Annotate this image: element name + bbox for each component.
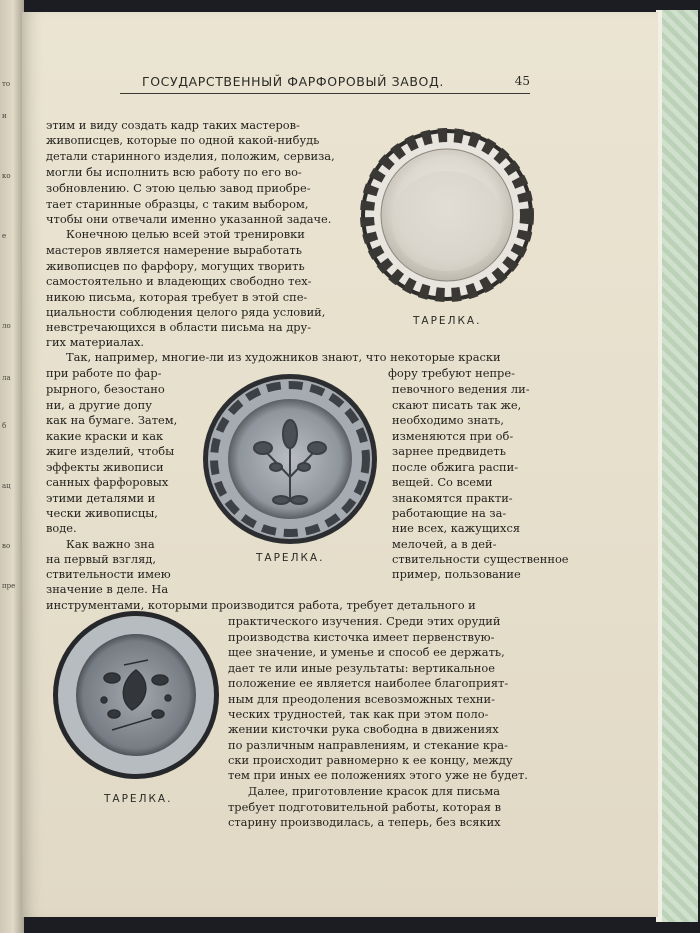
text-line: требует подготовительной работы, которая в xyxy=(228,800,501,814)
text-line: значение в деле. На xyxy=(46,582,169,596)
running-header xyxy=(120,70,530,94)
text-line: старину производилась, а теперь, без всяких xyxy=(228,815,501,829)
text-line: этим и виду создать кадр таких мастеров- xyxy=(46,118,300,132)
text-line: живописцев по фарфору, могущих творить xyxy=(46,259,305,273)
text-line: по различным направлениям, и стекание кра- xyxy=(228,738,508,752)
text-line: ным для преодоления всевозможных техни- xyxy=(228,692,495,706)
text-line: необходимо знать, xyxy=(392,413,504,427)
text-line: после обжига распи- xyxy=(392,460,519,474)
text-line: какие краски и как xyxy=(46,429,164,443)
text-line: фору требуют непре- xyxy=(388,366,515,380)
text-line: мастеров является намерение выработать xyxy=(46,243,302,257)
text-line: никою письма, которая требует в этой спе- xyxy=(46,290,308,304)
text-line: самостоятельно и владеющих свободно тех- xyxy=(46,274,312,288)
text-line: Так, например, многие-ли из художников знают, что некоторые краски xyxy=(66,350,501,364)
text-line: санных фарфоровых xyxy=(46,475,169,489)
text-line: инструментами, которыми производится работа, требует детального и xyxy=(46,598,476,612)
spine-fragment: ко xyxy=(2,172,11,180)
text-line: ческих трудностей, так как при этом поло- xyxy=(228,707,489,721)
text-line: щее значение, и уменье и способ ее держать, xyxy=(228,645,505,659)
text-line: невстречающихся в области письма на дру- xyxy=(46,320,312,334)
text-line: работающие на за- xyxy=(392,506,507,520)
text-line: Конечною целью всей этой тренировки xyxy=(66,227,305,241)
text-line: зобновлению. С этою целью завод приобре- xyxy=(46,181,311,195)
spine-fragment: ац xyxy=(2,482,11,490)
plate-caption-2: ТАРЕЛКА. xyxy=(256,552,325,564)
text-line: Далее, приготовление красок для письма xyxy=(248,784,501,798)
text-line: знакомятся практи- xyxy=(392,491,513,505)
text-line: ние всех, кажущихся xyxy=(392,521,521,535)
text-line: тает старинные образцы, с таким выбором, xyxy=(46,197,309,211)
text-line: пример, пользование xyxy=(392,567,521,581)
text-line: Как важно зна xyxy=(66,537,155,551)
text-line: на первый взгляд, xyxy=(46,552,156,566)
text-line: певочного ведения ли- xyxy=(392,382,530,396)
text-line: ски происходит равномерно к ее концу, между xyxy=(228,753,513,767)
text-line: живописцев, которые по одной какой-нибудь xyxy=(46,133,320,147)
text-line: при работе по фар- xyxy=(46,366,162,380)
text-line: мелочей, а в дей- xyxy=(392,537,497,551)
text-line: ствительности существенное xyxy=(392,552,569,566)
text-line: гих материалах. xyxy=(46,335,145,349)
spine-fragment: е xyxy=(2,232,7,240)
text-line: могли бы исполнить всю работу по его во- xyxy=(46,165,302,179)
text-line: как на бумаге. Затем, xyxy=(46,413,178,427)
spine-fragment: и xyxy=(2,112,7,120)
page-edge-pattern xyxy=(656,10,698,922)
book-spine-left-page xyxy=(0,0,24,933)
text-line: циальности соблюдения целого ряда условий, xyxy=(46,305,326,319)
text-line: чтобы они отвечали именно указанной задаче. xyxy=(46,212,332,226)
text-line: скают писать так же, xyxy=(392,398,522,412)
text-line: зарнее предвидеть xyxy=(392,444,506,458)
spine-fragment: то xyxy=(2,80,11,88)
text-line: вещей. Со всеми xyxy=(392,475,493,489)
page-number: 45 xyxy=(514,74,530,88)
plate-caption-3: ТАРЕЛКА. xyxy=(104,793,173,805)
header-rule xyxy=(120,93,530,94)
text-line: положение ее является наиболее благоприят- xyxy=(228,676,509,690)
spine-fragment: б xyxy=(2,422,7,430)
text-line: детали старинного изделия, положим, сервиза, xyxy=(46,149,335,163)
text-line: чески живописцы, xyxy=(46,506,158,520)
text-line: жиге изделий, чтобы xyxy=(46,444,175,458)
spine-fragment: ла xyxy=(2,374,11,382)
text-line: ни, а другие допу xyxy=(46,398,152,412)
text-line: дает те или иные результаты: вертикальное xyxy=(228,661,495,675)
text-line: производства кисточка имеет первенствую- xyxy=(228,630,495,644)
text-line: жении кисточки рука свободна в движениях xyxy=(228,722,499,736)
text-line: тем при иных ее положениях этого уже не будет. xyxy=(228,768,528,782)
text-line: воде. xyxy=(46,521,77,535)
spine-fragment: во xyxy=(2,542,11,550)
text-line: эффекты живописи xyxy=(46,460,164,474)
spine-fragment: пре xyxy=(2,582,16,590)
header-title: ГОСУДАРСТВЕННЫЙ ФАРФОРОВЫЙ ЗАВОД. xyxy=(142,74,444,89)
text-line: этими деталями и xyxy=(46,491,156,505)
text-line: рырного, безостано xyxy=(46,382,165,396)
text-line: практического изучения. Среди этих орудий xyxy=(228,614,501,628)
spine-fragment: ло xyxy=(2,322,11,330)
text-line: ствительности имею xyxy=(46,567,171,581)
text-line: изменяются при об- xyxy=(392,429,514,443)
plate-caption-1: ТАРЕЛКА. xyxy=(413,315,482,327)
